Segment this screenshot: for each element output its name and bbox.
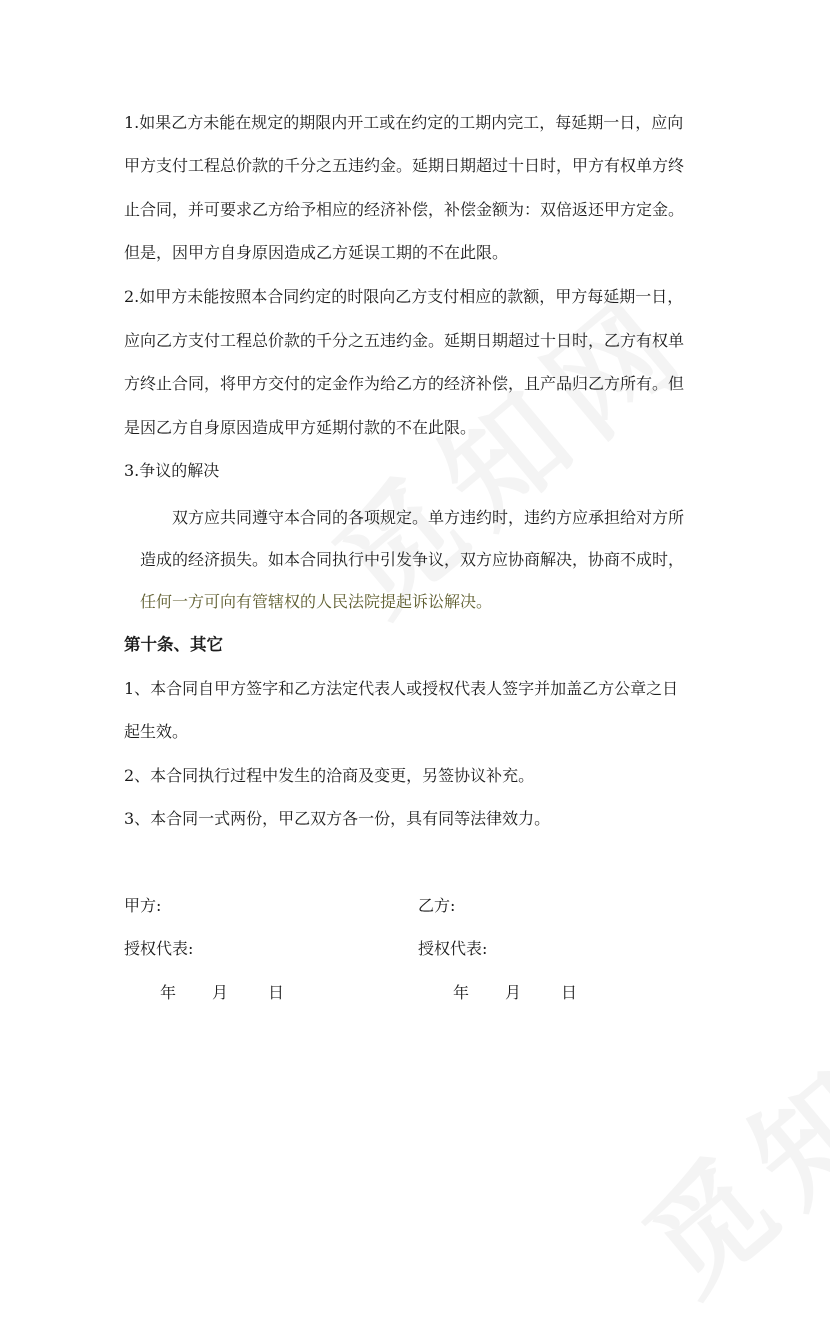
party-b-year-label: 年 [453, 983, 470, 1002]
clause3-line: 任何一方可向有管辖权的人民法院提起诉讼解决。 [140, 592, 493, 611]
article10-item: 起生效。 [124, 722, 189, 741]
party-b-label: 乙方: [418, 896, 456, 915]
article10-item: 2、本合同执行过程中发生的洽商及变更，另签协议补充。 [124, 766, 535, 785]
clause3-line: 造成的经济损失。如本合同执行中引发争议，双方应协商解决，协商不成时， [140, 550, 685, 569]
clause1-line: 1.如果乙方未能在规定的期限内开工或在约定的工期内完工，每延期一日，应向 [124, 113, 684, 132]
watermark [603, 927, 830, 1325]
party-a-day-label: 日 [268, 983, 285, 1002]
clause3-title: 3.争议的解决 [124, 461, 220, 480]
clause2-line: 2.如甲方未能按照本合同约定的时限向乙方支付相应的款额，甲方每延期一日， [124, 287, 684, 306]
party-a-label: 甲方: [124, 896, 162, 915]
clause3-line: 双方应共同遵守本合同的各项规定。单方违约时，违约方应承担给对方所 [172, 508, 685, 527]
clause2-line: 是因乙方自身原因造成甲方延期付款的不在此限。 [124, 418, 477, 437]
party-a-year-label: 年 [160, 983, 177, 1002]
party-a-rep-label: 授权代表: [124, 939, 194, 958]
clause1-line: 止合同，并可要求乙方给予相应的经济补偿，补偿金额为：双倍返还甲方定金。 [124, 200, 685, 219]
article10-title: 第十条、其它 [124, 635, 223, 654]
party-b-day-label: 日 [561, 983, 578, 1002]
party-a-month-label: 月 [212, 983, 229, 1002]
clause2-line: 应向乙方支付工程总价款的千分之五违约金。延期日期超过十日时，乙方有权单 [124, 331, 685, 350]
party-b-rep-label: 授权代表: [418, 939, 488, 958]
clause1-line: 但是，因甲方自身原因造成乙方延误工期的不在此限。 [124, 243, 509, 262]
article10-item: 1、本合同自甲方签字和乙方法定代表人或授权代表人签字并加盖乙方公章之日 [124, 679, 679, 698]
party-b-month-label: 月 [505, 983, 522, 1002]
clause2-line: 方终止合同，将甲方交付的定金作为给乙方的经济补偿，且产品归乙方所有。但 [124, 374, 685, 393]
clause1-line: 甲方支付工程总价款的千分之五违约金。延期日期超过十日时，甲方有权单方终 [124, 156, 685, 175]
article10-item: 3、本合同一式两份，甲乙双方各一份，具有同等法律效力。 [124, 809, 551, 828]
